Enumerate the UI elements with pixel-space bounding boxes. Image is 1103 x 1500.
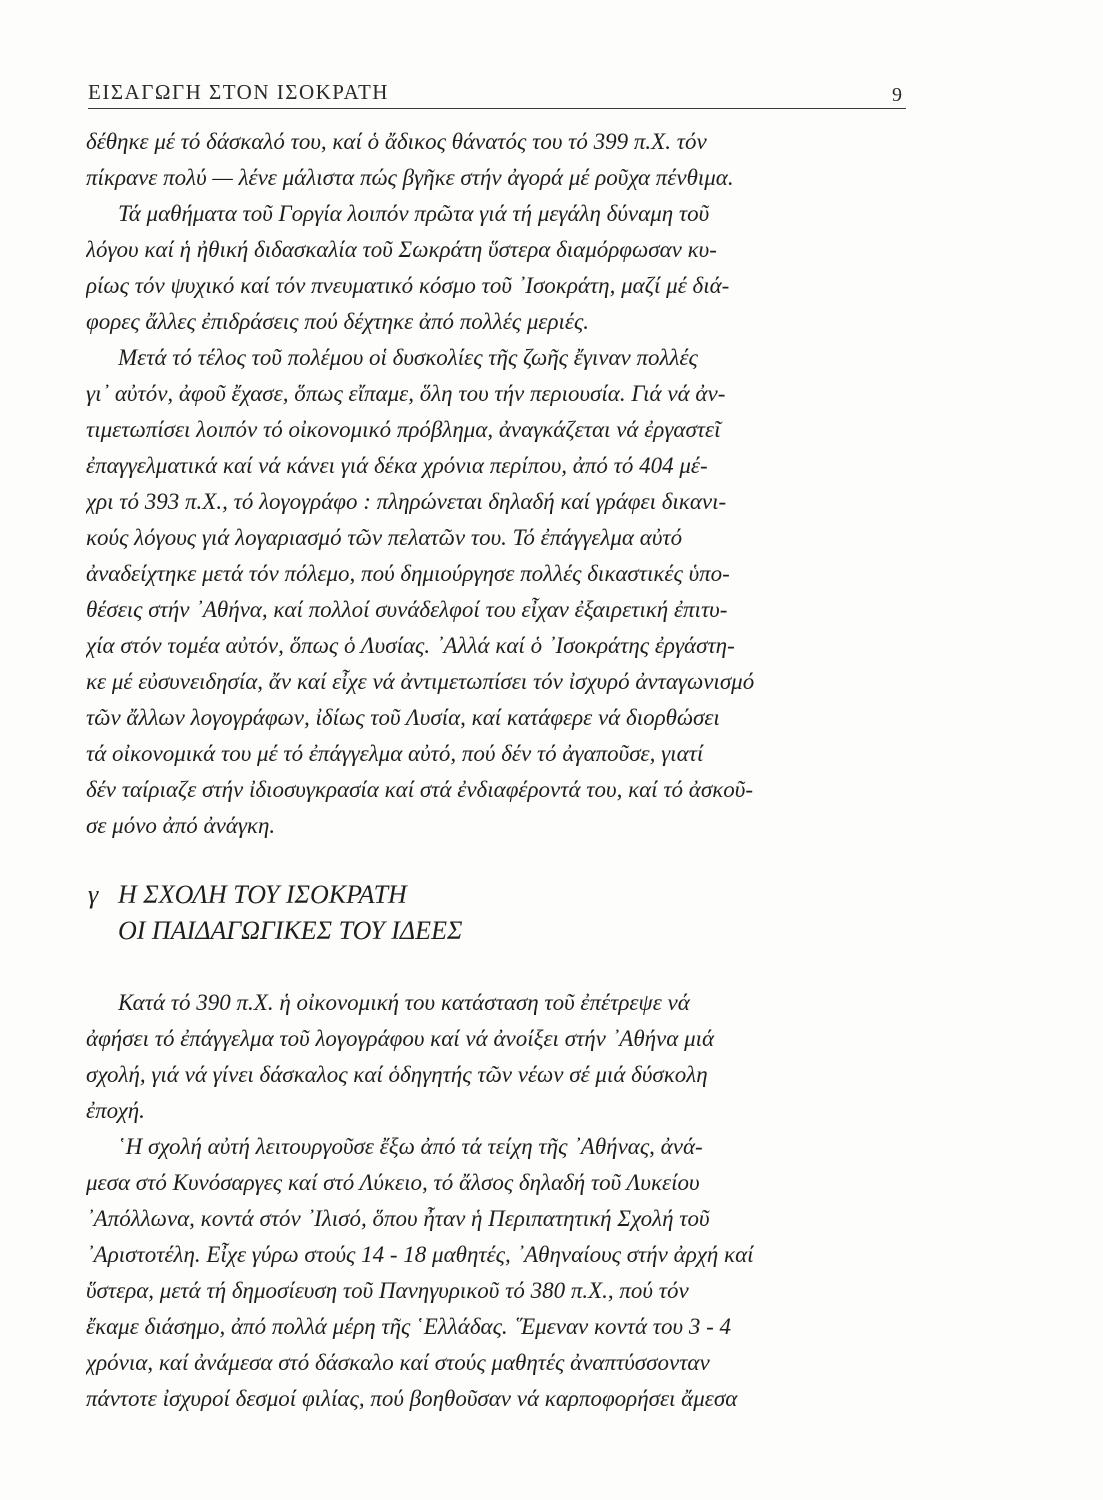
page-number: 9	[892, 84, 902, 106]
text-line: τῶν ἄλλων λογογράφων, ἰδίως τοῦ Λυσία, καί κατάφερε νά διορθώσει	[86, 705, 720, 730]
text-line: ἔκαμε διάσημο, ἀπό πολλά μέρη τῆς ῾Ελλάδας. ῞Εμεναν κοντά του 3 - 4	[86, 1314, 731, 1339]
text-line: ᾽Αριστοτέλη. Εἶχε γύρω στούς 14 - 18 μαθητές, ᾽Αθηναίους στήν ἀρχή καί	[86, 1242, 754, 1267]
text-line: κε μέ εὐσυνειδησία, ἄν καί εἶχε νά ἀντιμετωπίσει τόν ἰσχυρό ἀνταγωνισμό	[86, 669, 755, 694]
running-header	[88, 76, 906, 109]
text-line: ἐποχή.	[86, 1098, 145, 1123]
text-line: φορες ἄλλες ἐπιδράσεις πού δέχτηκε ἀπό πολλές μεριές.	[86, 309, 590, 334]
text-line: πίκρανε πολύ — λένε μάλιστα πώς βγῆκε στήν ἀγορά μέ ροῦχα πένθιμα.	[86, 165, 734, 190]
text-line: ὕστερα, μετά τή δημοσίευση τοῦ Πανηγυρικοῦ τό 380 π.Χ., πού τόν	[86, 1278, 689, 1303]
text-line: λόγου καί ἡ ἠθική διδασκαλία τοῦ Σωκράτη ὕστερα διαμόρφωσαν κυ-	[86, 237, 717, 262]
text-line: ῾Η σχολή αὐτή λειτουργοῦσε ἔξω ἀπό τά τείχη τῆς ᾽Αθήνας, ἀνά-	[118, 1134, 703, 1159]
text-line: σε μόνο ἀπό ἀνάγκη.	[86, 813, 276, 838]
text-line: Μετά τό τέλος τοῦ πολέμου οἱ δυσκολίες τῆς ζωῆς ἔγιναν πολλές	[118, 345, 698, 370]
text-line: ᾽Απόλλωνα, κοντά στόν ᾽Ιλισό, ὅπου ἦταν ἡ Περιπατητική Σχολή τοῦ	[86, 1206, 710, 1231]
text-line: μεσα στό Κυνόσαργες καί στό Λύκειο, τό ἄλσος δηλαδή τοῦ Λυκείου	[86, 1170, 700, 1195]
text-line: τιμετωπίσει λοιπόν τό οἰκονομικό πρόβλημα, ἀναγκάζεται νά ἐργαστεῖ	[86, 417, 721, 442]
text-line: χρι τό 393 π.Χ., τό λογογράφο : πληρώνεται δηλαδή καί γράφει δικανι-	[86, 489, 727, 514]
text-line: χία στόν τομέα αὐτόν, ὅπως ὁ Λυσίας. ᾽Αλλά καί ὁ ᾽Ισοκράτης ἐργάστη-	[86, 633, 735, 658]
text-line: Κατά τό 390 π.Χ. ἡ οἰκονομική του κατάσταση τοῦ ἐπέτρεψε νά	[118, 990, 690, 1015]
text-line: σχολή, γιά νά γίνει δάσκαλος καί ὁδηγητής τῶν νέων σέ μιά δύσκολη	[86, 1062, 708, 1087]
text-line: δέν ταίριαζε στήν ἰδιοσυγκρασία καί στά ἐνδιαφέροντά του, καί τό ἀσκοῦ-	[86, 777, 753, 802]
section-title-line-2: ΟΙ ΠΑΙΔΑΓΩΓΙΚΕΣ ΤΟΥ ΙΔΕΕΣ	[118, 916, 463, 945]
text-line: θέσεις στήν ᾽Αθήνα, καί πολλοί συνάδελφοί του εἶχαν ἐξαιρετική ἐπιτυ-	[86, 597, 728, 622]
text-line: ἀναδείχτηκε μετά τόν πόλεμο, πού δημιούργησε πολλές δικαστικές ὑπο-	[86, 561, 730, 586]
section-title-line-1: Η ΣΧΟΛΗ ΤΟΥ ΙΣΟΚΡΑΤΗ	[118, 880, 407, 909]
text-line: Τά μαθήματα τοῦ Γοργία λοιπόν πρῶτα γιά τή μεγάλη δύναμη τοῦ	[118, 201, 710, 226]
section-letter: γ	[88, 880, 99, 909]
text-line: πάντοτε ἰσχυροί δεσμοί φιλίας, πού βοηθοῦσαν νά καρποφορήσει ἄμεσα	[86, 1386, 738, 1411]
text-line: χρόνια, καί ἀνάμεσα στό δάσκαλο καί στούς μαθητές ἀναπτύσσονταν	[86, 1350, 710, 1375]
text-line: γι᾽ αὐτόν, ἀφοῦ ἔχασε, ὅπως εἴπαμε, ὅλη του τήν περιουσία. Γιά νά ἀν-	[86, 381, 726, 406]
text-line: δέθηκε μέ τό δάσκαλό του, καί ὁ ἄδικος θάνατός του τό 399 π.Χ. τόν	[86, 129, 707, 154]
text-line: ἐπαγγελματικά καί νά κάνει γιά δέκα χρόνια περίπου, ἀπό τό 404 μέ-	[86, 453, 708, 478]
text-line: τά οἰκονομικά του μέ τό ἐπάγγελμα αὐτό, πού δέν τό ἀγαποῦσε, γιατί	[86, 741, 704, 766]
text-line: ρίως τόν ψυχικό καί τόν πνευματικό κόσμο τοῦ ᾽Ισοκράτη, μαζί μέ διά-	[86, 273, 730, 298]
running-title: ΕΙΣΑΓΩΓΗ ΣΤΟΝ ΙΣΟΚΡΑΤΗ	[88, 80, 389, 104]
text-line: κούς λόγους γιά λογαριασμό τῶν πελατῶν του. Τό ἐπάγγελμα αὐτό	[86, 525, 683, 550]
text-line: ἀφήσει τό ἐπάγγελμα τοῦ λογογράφου καί νά ἀνοίξει στήν ᾽Αθήνα μιά	[86, 1026, 715, 1051]
